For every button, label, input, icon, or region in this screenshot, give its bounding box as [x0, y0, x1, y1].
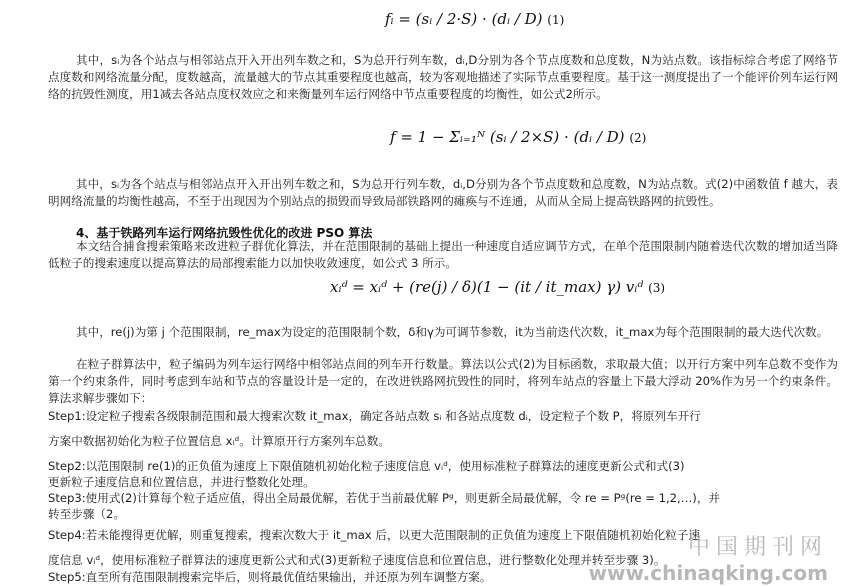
- step-4-line-2: 度信息 vᵢᵈ，使用标准粒子群算法的速度更新公式和式(3)更新粒子速度信息和位置信息，进行整数化处理并转至步骤 3)。: [48, 553, 666, 567]
- formula-3: [330, 278, 665, 296]
- watermark-chinese: 中国期刊网: [687, 535, 828, 560]
- formula-3-expression: xᵢᵈ = xᵢᵈ + (re(j) / δ)(1 − (it / it_max) γ) vᵢᵈ: [330, 278, 644, 296]
- paragraph-4: 其中，re(j)为第 j 个范围限制，re_max为设定的范围限制个数，δ和γ为可调节参数，it为当前迭代次数，it_max为每个范围限制的最大迭代次数。: [76, 325, 829, 339]
- step-3-line-1: Step3:使用式(2)计算每个粒子适应值，得出全局最优解，若优于当前最优解 Pᵍ，则更新全局最优解，令 re = Pᵍ(re = 1,2,…)，并: [48, 491, 721, 505]
- step-1-line-1: Step1:设定粒子搜索各级限制范围和最大搜索次数 it_max，确定各站点数 sᵢ 和各站点度数 dᵢ，设定粒子个数 P，将原列车开行: [48, 409, 701, 423]
- step-3-line-2: 转至步骤（2。: [48, 507, 125, 521]
- formula-1: [385, 10, 564, 28]
- step-1-line-2: 方案中数据初始化为粒子位置信息 xᵢᵈ。计算原开行方案列车总数。: [48, 434, 390, 448]
- paragraph-1: 其中，sᵢ为各个站点与相邻站点开入开出列车数之和，S为总开行列车数，dᵢ,D分别为各个节点度数和总度数，N为站点数。该指标综合考虑了网络节点度数和网络流量分配，度数越高，流量越大的节点其重要程度也越高，较为客观地描述了实际节点重要程度。基于这一测度提出了一个能评价列车运行网络的抗毁性测度，用1减去各站点度权效应之和来衡量列车运行网络中节点重要程度的均衡性，如公式2所示。: [48, 53, 838, 101]
- formula-1-number: (1): [547, 13, 565, 27]
- paragraph-3: 本文结合捕食搜索策略来改进粒子群优化算法，并在范围限制的基础上提出一种速度自适应调节方式，在单个范围限制内随着迭代次数的增加适当降低粒子的搜索速度以提高算法的局部搜索能力以加快收敛速度，如公式 3 所示。: [48, 239, 838, 270]
- step-5: Step5:直至所有范围限制搜索完毕后，则将最优值结果输出，并还原为列车调整方案。: [48, 570, 492, 584]
- step-2-line-2: 更新粒子速度信息和位置信息，并进行整数化处理。: [48, 475, 315, 489]
- section-heading: 4、基于铁路列车运行网络抗毁性优化的改进 PSO 算法: [76, 226, 373, 240]
- paragraph-2: 其中，sᵢ为各个站点与相邻站点开入开出列车数之和，S为总开行列车数，dᵢ,D分别为各个节点度数和总度数，N为站点数。式(2)中函数值 f 越大，表明网络流量的均衡性越高，不至于出现因为个别站点的损毁而导致局部铁路网的瘫痪与不连通，从而从全局上提高铁路网的抗毁性。: [48, 177, 838, 208]
- formula-2: [390, 128, 646, 146]
- step-4-line-1: Step4:若未能搜得更优解，则重复搜索，搜索次数大于 it_max 后，以更大范围限制的正负值为速度上下限值随机初始化粒子速: [48, 528, 700, 542]
- formula-2-expression: f = 1 − Σᵢ₌₁ᴺ (sᵢ / 2×S) · (dᵢ / D): [390, 128, 625, 146]
- formula-2-number: (2): [629, 131, 647, 145]
- formula-1-expression: fᵢ = (sᵢ / 2·S) · (dᵢ / D): [385, 10, 543, 28]
- step-2-line-1: Step2:以范围限制 re(1)的正负值为速度上下限值随机初始化粒子速度信息 vᵢᵈ，使用标准粒子群算法的速度更新公式和式(3): [48, 459, 685, 473]
- paragraph-5: 在粒子群算法中，粒子编码为列车运行网络中相邻站点间的列车开行数量。算法以公式(2)为目标函数，求取最大值；以开行方案中列车总数不变作为第一个约束条件，同时考虑到车站和节点的容量设计是一定的，在改进铁路网抗毁性的同时，将列车站点的容量上下最大浮动 20%作为另一个约束条件。算法求解步骤如下：: [48, 357, 838, 405]
- formula-3-number: (3): [648, 281, 666, 295]
- watermark: [589, 530, 829, 585]
- watermark-url: www.chinaqking.com: [588, 561, 828, 585]
